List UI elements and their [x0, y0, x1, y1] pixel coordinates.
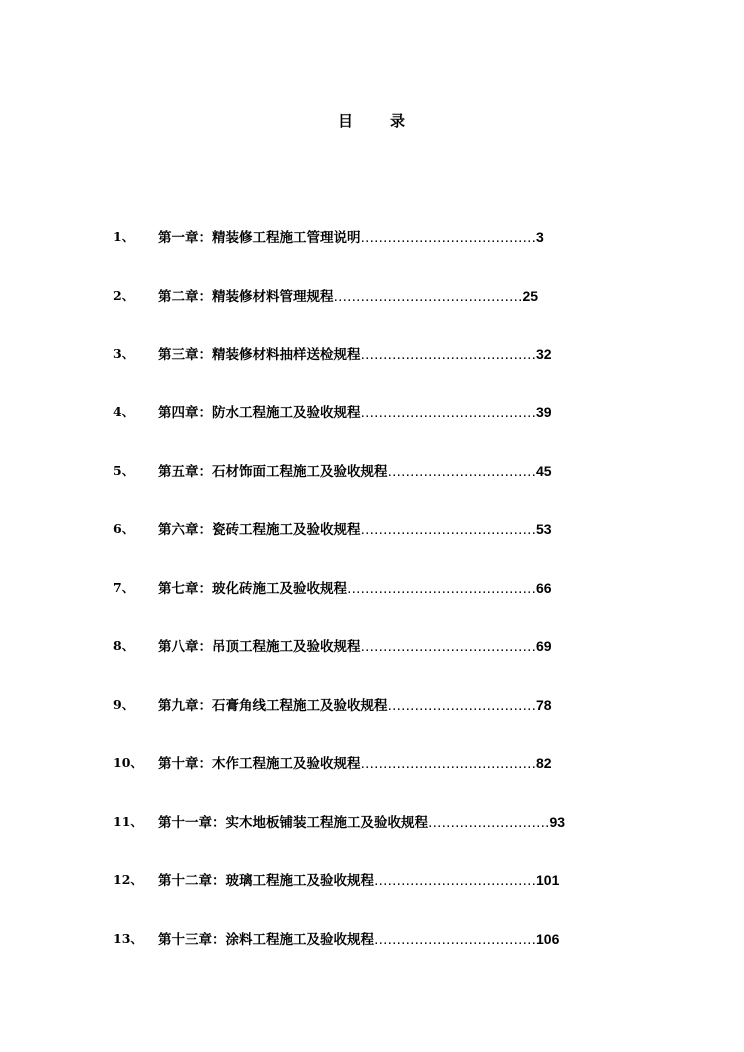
toc-row[interactable] — [0, 870, 744, 890]
toc-page-number: 3 — [536, 229, 544, 245]
toc-number: 5、 — [113, 463, 135, 478]
toc-page-number: 82 — [536, 755, 552, 771]
toc-number: 3、 — [113, 346, 135, 361]
toc-row[interactable] — [0, 227, 744, 247]
toc-entry[interactable] — [158, 870, 559, 891]
toc-chapter-title: 第四章：防水工程施工及验收规程 — [158, 405, 361, 421]
toc-number: 4、 — [113, 404, 135, 419]
toc-chapter-title: 第十章：木作工程施工及验收规程 — [158, 756, 361, 772]
toc-number: 8、 — [113, 638, 135, 653]
toc-row[interactable] — [0, 286, 744, 306]
toc-chapter-title: 第六章：瓷砖工程施工及验收规程 — [158, 522, 361, 538]
toc-page-number: 45 — [536, 463, 552, 479]
toc-entry[interactable] — [158, 812, 565, 833]
toc-chapter-title: 第五章：石材饰面工程施工及验收规程 — [158, 464, 388, 480]
toc-chapter-title: 第二章：精装修材料管理规程 — [158, 289, 334, 305]
toc-entry[interactable] — [158, 929, 559, 950]
toc-page-number: 101 — [536, 872, 560, 888]
toc-page-number: 106 — [536, 931, 560, 947]
toc-leader-dots: ………………………………… — [360, 639, 536, 655]
toc-number: 10、 — [113, 755, 143, 770]
toc-entry[interactable] — [158, 344, 552, 365]
toc-row[interactable] — [0, 344, 744, 364]
toc-row[interactable] — [0, 636, 744, 656]
toc-row[interactable] — [0, 578, 744, 598]
toc-entry[interactable] — [158, 695, 552, 716]
toc-number: 7、 — [113, 580, 135, 595]
title-char-1: 目 — [338, 112, 354, 130]
toc-number: 9、 — [113, 697, 135, 712]
toc-entry[interactable] — [158, 636, 552, 657]
toc-leader-dots: …………………………………… — [347, 581, 536, 597]
toc-leader-dots: ………………………………… — [360, 405, 536, 421]
toc-entry[interactable] — [158, 753, 552, 774]
toc-number: 2、 — [113, 288, 135, 303]
toc-leader-dots: ………………………………… — [360, 230, 536, 246]
toc-number: 12、 — [113, 872, 143, 887]
toc-leader-dots: ……………………… — [428, 815, 550, 831]
toc-chapter-title: 第十二章：玻璃工程施工及验收规程 — [158, 873, 374, 889]
toc-entry[interactable] — [158, 286, 538, 307]
toc-leader-dots: ………………………………… — [360, 347, 536, 363]
toc-chapter-title: 第十三章：涂料工程施工及验收规程 — [158, 932, 374, 948]
toc-entry[interactable] — [158, 519, 552, 540]
toc-leader-dots: …………………………… — [387, 464, 536, 480]
toc-leader-dots: ……………………………… — [374, 932, 536, 948]
toc-page-number: 66 — [536, 580, 552, 596]
toc-row[interactable] — [0, 753, 744, 773]
toc-entry[interactable] — [158, 461, 552, 482]
toc-number: 13、 — [113, 931, 143, 946]
toc-number: 6、 — [113, 521, 135, 536]
toc-page-number: 25 — [522, 288, 539, 304]
toc-leader-dots: ……………………………… — [374, 873, 536, 889]
toc-row[interactable] — [0, 402, 744, 422]
toc-row[interactable] — [0, 461, 744, 481]
toc-row[interactable] — [0, 812, 744, 832]
toc-entry[interactable] — [158, 227, 544, 248]
toc-row[interactable] — [0, 695, 744, 715]
toc-leader-dots: ………………………………… — [360, 522, 536, 538]
toc-chapter-title: 第七章：玻化砖施工及验收规程 — [158, 581, 347, 597]
toc-number: 1、 — [113, 229, 135, 244]
toc-page-number: 69 — [536, 638, 552, 654]
toc-chapter-title: 第九章：石膏角线工程施工及验收规程 — [158, 698, 388, 714]
toc-page-number: 78 — [536, 697, 552, 713]
toc-row[interactable] — [0, 519, 744, 539]
toc-chapter-title: 第八章：吊顶工程施工及验收规程 — [158, 639, 361, 655]
toc-chapter-title: 第一章：精装修工程施工管理说明 — [158, 230, 361, 246]
title-char-2: 录 — [390, 112, 406, 130]
toc-row[interactable] — [0, 929, 744, 949]
toc-chapter-title: 第三章：精装修材料抽样送检规程 — [158, 347, 361, 363]
toc-page-number: 39 — [536, 404, 552, 420]
toc-page-number: 32 — [536, 346, 552, 362]
toc-entry[interactable] — [158, 578, 552, 599]
toc-leader-dots: ………………………………… — [360, 756, 536, 772]
toc-leader-dots: …………………………………… — [333, 289, 523, 305]
toc-entry[interactable] — [158, 402, 552, 423]
toc-leader-dots: …………………………… — [387, 698, 536, 714]
toc-page-number: 93 — [549, 814, 566, 830]
toc-chapter-title: 第十一章：实木地板铺装工程施工及验收规程 — [158, 815, 428, 831]
toc-number: 11、 — [113, 814, 143, 829]
toc-page-number: 53 — [536, 521, 552, 537]
